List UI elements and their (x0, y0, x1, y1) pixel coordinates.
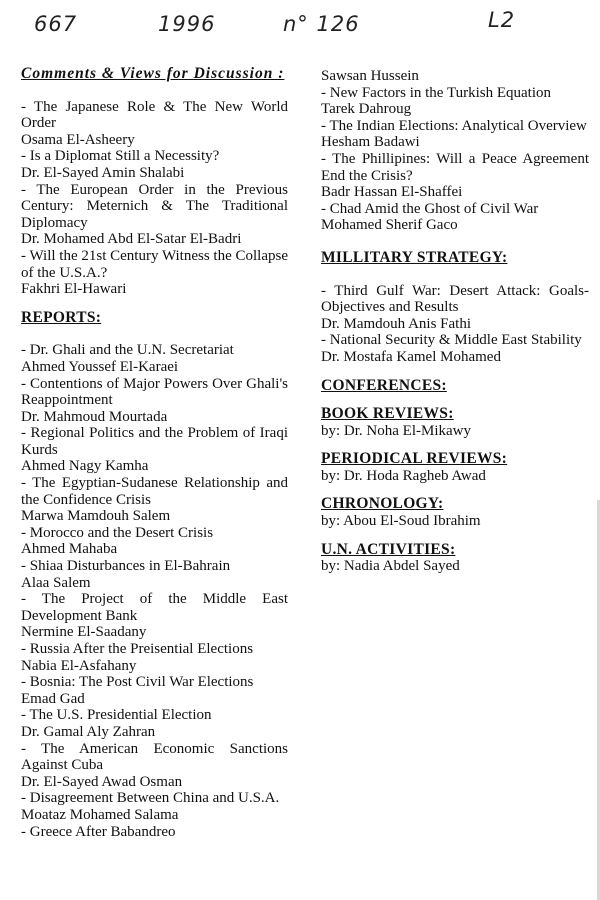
periodical-reviews-by: by: Dr. Hoda Ragheb Awad (321, 467, 486, 484)
list-item (21, 525, 288, 558)
report-title: - Shiaa Disturbances in El-Bahrain (21, 558, 231, 575)
list-item (21, 376, 288, 426)
chronology-by: by: Abou El-Soud Ibrahim (321, 513, 481, 530)
reports-heading: REPORTS: (21, 308, 102, 326)
article-title: - The Japanese Role & The New World Order (21, 98, 288, 132)
report-author: Ahmed Mahaba (21, 541, 118, 558)
report-title: - Russia After the Preisential Elections (21, 641, 254, 657)
report-author: Nermine El-Saadany (21, 624, 147, 641)
military-list (321, 283, 589, 366)
report-author: Dr. Gamal Aly Zahran (21, 723, 156, 740)
article-author: Fakhri El-Hawari (21, 281, 127, 298)
article-author: Dr. Mamdouh Anis Fathi (321, 315, 472, 332)
list-item (21, 248, 288, 298)
article-title: - Is a Diplomat Still a Necessity? (21, 148, 220, 165)
report-title: - The Project of the Middle East Development Bank (21, 591, 288, 624)
report-title: - The American Economic Sanctions Against Cuba (21, 740, 288, 774)
list-item (21, 99, 288, 149)
list-item (21, 790, 288, 823)
report-title: - The U.S. Presidential Election (21, 707, 212, 724)
handwritten-ref-number: 667 (34, 12, 78, 36)
list-item (321, 283, 589, 333)
list-item (321, 118, 589, 151)
list-item (321, 85, 589, 118)
right-column (321, 68, 589, 575)
report-title: - Disagreement Between China and U.S.A. (21, 790, 280, 807)
article-author: Osama El-Asheery (21, 131, 135, 148)
report-author: Dr. El-Sayed Awad Osman (21, 773, 183, 790)
report-author: Mohamed Sherif Gaco (321, 217, 458, 234)
list-item (21, 148, 288, 181)
list-item (21, 342, 288, 375)
report-title: - New Factors in the Turkish Equation (321, 84, 551, 101)
left-column (21, 66, 288, 840)
report-author: Marwa Mamdouh Salem (21, 508, 171, 525)
list-item (321, 151, 589, 201)
report-title: - Dr. Ghali and the U.N. Secretariat (21, 342, 234, 359)
list-item (21, 824, 288, 841)
report-author: Alaa Salem (21, 574, 91, 591)
comments-list (21, 99, 288, 298)
report-author: Emad Gad (21, 690, 85, 707)
report-title: - Morocco and the Desert Crisis (21, 524, 214, 541)
article-author: Dr. Mostafa Kamel Mohamed (321, 348, 501, 365)
list-item (21, 591, 288, 641)
report-title: - Regional Politics and the Problem of Iraqi Kurds (21, 425, 288, 458)
report-author: Badr Hassan El-Shaffei (321, 184, 463, 201)
list-item (21, 741, 288, 791)
report-title: - Greece After Babandreo (21, 823, 176, 840)
report-title: - Chad Amid the Ghost of Civil War (321, 200, 539, 217)
un-activities-by: by: Nadia Abdel Sayed (321, 558, 460, 575)
article-title: - Third Gulf War: Desert Attack: Goals-Objectives and Results (321, 282, 589, 316)
report-title: - Bosnia: The Post Civil War Elections (21, 674, 254, 691)
chronology-heading: CHRONOLOGY: (321, 495, 444, 513)
report-author: Ahmed Nagy Kamha (21, 458, 149, 475)
report-author: Nabia El-Asfahany (21, 657, 137, 674)
list-item (21, 425, 288, 475)
report-title: - The Phillipines: Will a Peace Agreement End the Crisis? (321, 150, 589, 184)
report-title: - The Egyptian-Sudanese Relationship and the Confidence Crisis (21, 475, 288, 508)
handwritten-year: 1996 (158, 12, 216, 36)
handwritten-issue-number: n° 126 (283, 12, 360, 36)
report-author: Dr. Mahmoud Mourtada (21, 408, 168, 425)
article-author: Dr. Mohamed Abd El-Satar El-Badri (21, 231, 242, 248)
report-author: Moataz Mohamed Salama (21, 806, 179, 823)
article-title: - The European Order in the Previous Century: Meternich & The Traditional Diplomacy (21, 181, 288, 231)
list-item (21, 182, 288, 248)
article-title: - National Security & Middle East Stability (321, 332, 582, 349)
article-author: Dr. El-Sayed Amin Shalabi (21, 164, 185, 181)
un-activities-heading: U.N. ACTIVITIES: (321, 540, 456, 558)
book-reviews-heading: BOOK REVIEWS: (321, 405, 454, 423)
report-author: Sawsan Hussein (321, 68, 419, 84)
military-strategy-heading: MILLITARY STRATEGY: (321, 248, 508, 266)
list-item (21, 558, 288, 591)
article-title: - Will the 21st Century Witness the Collapse of the U.S.A.? (21, 247, 288, 281)
list-item (321, 332, 589, 365)
report-author: Hesham Badawi (321, 134, 420, 151)
reports-list (21, 342, 288, 840)
list-item (21, 707, 288, 740)
reports-continued-list (321, 68, 589, 234)
report-title: - Contentions of Major Powers Over Ghali's Reappointment (21, 375, 288, 409)
book-reviews-by: by: Dr. Noha El-Mikawy (321, 422, 471, 439)
list-item (321, 201, 589, 234)
periodical-reviews-heading: PERIODICAL REVIEWS: (321, 450, 508, 468)
conferences-heading: CONFERENCES: (321, 376, 447, 394)
report-title: - The Indian Elections: Analytical Overview (321, 117, 587, 134)
report-author: Ahmed Youssef El-Karaei (21, 358, 179, 375)
handwritten-initials: L2 (488, 8, 516, 32)
list-item (21, 475, 288, 525)
list-item (21, 641, 288, 674)
report-author: Tarek Dahroug (321, 101, 412, 118)
list-item (21, 674, 288, 707)
comments-views-heading: Comments & Views for Discussion : (21, 65, 285, 82)
